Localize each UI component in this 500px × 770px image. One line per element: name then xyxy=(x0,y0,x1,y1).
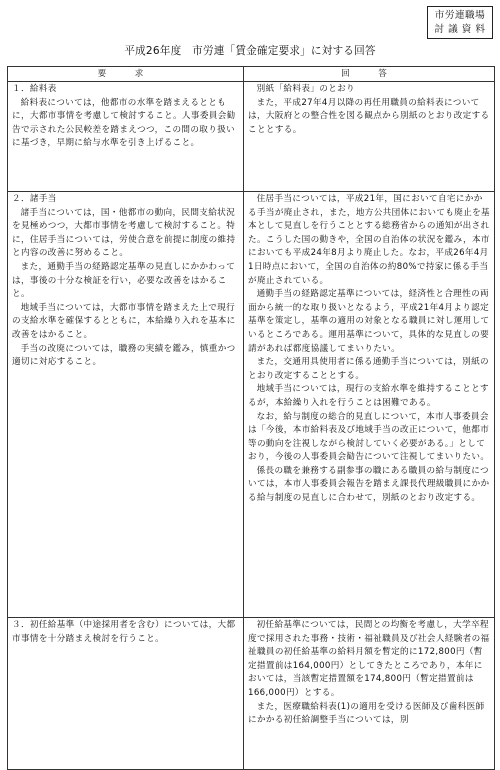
request-cell xyxy=(8,82,244,192)
document-stamp xyxy=(427,6,493,39)
request-paragraph: また，通勤手当の経路認定基準の見直しにかかわっては，事後の十分な検証を行い，必要な改善をはかること。 xyxy=(12,261,236,300)
table-header-row xyxy=(8,67,495,82)
table-row xyxy=(8,192,495,618)
request-heading: １．給料表 xyxy=(12,84,57,94)
table-row xyxy=(8,82,495,192)
answer-cell xyxy=(244,192,495,618)
answer-paragraph: なお，給与制度の総合的見直しについて，本市人事委員会は「今後，本市給料表及び地域手当の改正について，他都市等の動向を注視しながら検討していく必要がある。」としており，今後の人事委員会勧告について注視してまいりたい。 xyxy=(248,411,490,463)
request-heading: ３．初任給基準（中途採用者を含む）については，大都市事情を十分踏まえ検討を行うこと。 xyxy=(12,620,236,644)
answer-cell xyxy=(244,82,495,192)
column-header-answer: 回 答 xyxy=(244,67,495,82)
request-paragraph: 地域手当については，大都市事情を踏まえた上で現行の支給水準を確保するとともに，本給繰り入れを基本に改善をはかること。 xyxy=(12,302,236,340)
answer-paragraph: 係長の職を兼務する副参事の職にある職員の給与制度については，本市人事委員会報告を踏まえ課長代理級職員にかかる給与制度の見直しに合わせて，別紙のとおり改定する。 xyxy=(248,465,490,504)
table-row xyxy=(8,618,495,770)
request-heading: ２．諸手当 xyxy=(12,194,57,204)
answer-paragraph: また，医療職給料表(1)の適用を受ける医師及び歯科医師にかかる初任給調整手当については，別 xyxy=(248,701,485,726)
answer-paragraph: 地域手当については，現行の支給水準を維持することとするが，本給繰り入れを行うことは困難である。 xyxy=(248,384,489,408)
request-cell xyxy=(8,192,244,618)
answer-paragraph: 通勤手当の経路認定基準については，経済性と合理性の両面から統一的な取り扱いとなるよう，平成21年4月より認定基準を策定し，基準の適用の対象となる職員に対し運用しているところである。運用基準について，具体的な見直しの要請があれば都度協議してまいりたい。 xyxy=(248,289,490,354)
answer-paragraph: また，平成27年4月以降の再任用職員の給料表については，大阪府との整合性を図る観点から別紙のとおり改定することとする。 xyxy=(248,97,490,135)
stamp-line-1: 市労連職場 xyxy=(434,10,486,21)
request-paragraph: 給料表については，他都市の水準を踏まえるとともに，大都市事情を考慮して検討すること。人事委員会勧告で示された公民較差を踏まえつつ，この間の取り扱いに基づき，早期に給与水準を引き上げること。 xyxy=(12,97,236,149)
page-title: 平成26年度 市労連「賃金確定要求」に対する回答 xyxy=(124,45,376,57)
stamp-line-2: 討 議 資 料 xyxy=(434,24,486,35)
request-paragraph: 諸手当については，国・他都市の動向，民間支給状況を見極めつつ，大都市事情を考慮して検討すること。特に，住居手当については，労使合意を前提に制度の維持と内容の改善に努めること。 xyxy=(12,207,236,259)
answer-cell xyxy=(244,618,495,770)
request-answer-table xyxy=(7,66,495,770)
answer-heading: 別紙「給料表」のとおり xyxy=(256,84,355,94)
request-cell xyxy=(8,618,244,770)
answer-paragraph: 住居手当については，平成21年，国において自宅にかかる手当が廃止され，また，地方公共団体においても廃止を基本として見直しを行うこととする総務省からの通知が出された。こうした国の動きや，全国の自治体の状況を鑑み，本市においても平成24年8月より廃止した。なお，平成26年4月1日時点において，全国の自治体の約80%で持家に係る手当が廃止されている。 xyxy=(248,194,490,286)
answer-paragraph: 初任給基準については，民間との均衡を考慮し，大学卒程度で採用された事務・技術・福祉職員及び社会人経験者の福祉職員の初任給基準の給料月額を暫定的に172,800円（暫定措置前は164,000円）としてきたところであり，本年においては，当該暫定措置額を174,800円（暫定措置前は166,000円）とする。 xyxy=(248,620,490,698)
request-paragraph: 手当の改廃については，職務の実績を鑑み，慎重かつ適切に対応すること。 xyxy=(12,343,236,368)
answer-paragraph: また，交通用具使用者に係る通勤手当については，別紙のとおり改定することとする。 xyxy=(248,357,489,381)
column-header-request: 要 求 xyxy=(8,67,244,82)
